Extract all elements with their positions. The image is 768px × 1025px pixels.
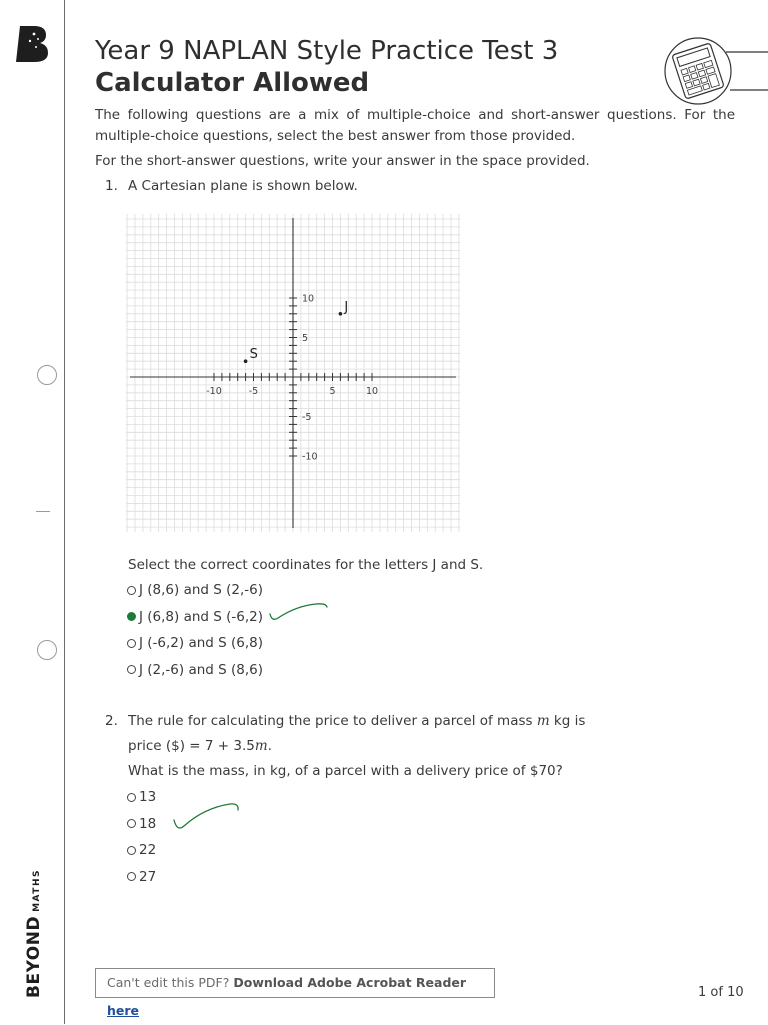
x-tick-label: 10	[365, 386, 379, 397]
radio-button[interactable]	[127, 846, 136, 855]
page-title: Year 9 NAPLAN Style Practice Test 3	[95, 36, 559, 66]
y-tick-label: 5	[302, 333, 309, 344]
notice-bold: Download Adobe Acrobat Reader	[233, 975, 467, 990]
notice-text: Can't edit this PDF?	[107, 975, 230, 990]
question-2-option-3[interactable]	[127, 842, 156, 858]
radio-button[interactable]	[127, 819, 136, 828]
question-2-option-4[interactable]	[127, 869, 156, 885]
radio-button[interactable]	[127, 665, 136, 674]
question-2-rule-post: .	[267, 738, 272, 754]
question-2-question: What is the mass, in kg, of a parcel with a delivery price of $70?	[128, 763, 563, 779]
question-1-number: 1.	[105, 178, 118, 194]
question-2-rule-variable: m	[254, 738, 268, 754]
question-2-text-post: kg is	[549, 713, 586, 729]
margin-rule	[64, 0, 65, 1024]
question-1-text: A Cartesian plane is shown below.	[128, 178, 358, 194]
binder-hole	[37, 640, 57, 660]
question-2-text	[128, 711, 585, 732]
point-label-s: S	[249, 347, 258, 363]
x-tick-label: -5	[248, 386, 259, 397]
question-2-rule-pre: price ($) = 7 + 3.5	[128, 738, 255, 754]
question-2-option-2[interactable]	[127, 816, 156, 832]
option-label: J (6,8) and S (-6,2)	[139, 608, 263, 625]
question-1-option-1[interactable]	[127, 582, 263, 598]
question-2-variable: m	[536, 713, 550, 729]
radio-button[interactable]	[127, 586, 136, 595]
option-label: 27	[139, 868, 157, 885]
intro-paragraph: The following questions are a mix of multiple-choice and short-answer questions. For the multiple-choice questions, select the best answer from those provided.	[95, 107, 735, 144]
question-2-text-pre: The rule for calculating the price to deliver a parcel of mass	[128, 713, 537, 729]
beyond-logo-icon	[14, 24, 50, 64]
radio-button[interactable]	[127, 612, 136, 621]
question-2-rule	[128, 736, 272, 757]
x-tick-label: -10	[206, 386, 222, 397]
calculator-icon	[660, 36, 768, 106]
option-label: J (8,6) and S (2,-6)	[139, 582, 263, 598]
fold-mark	[36, 511, 50, 512]
acrobat-notice	[95, 968, 495, 1018]
option-label: 18	[139, 815, 157, 832]
y-tick-label: 10	[302, 293, 315, 305]
acrobat-download-link[interactable]: here	[107, 1003, 140, 1018]
radio-button[interactable]	[127, 639, 136, 648]
option-label: J (-6,2) and S (6,8)	[139, 635, 263, 651]
question-2-number: 2.	[105, 713, 118, 729]
point-s	[244, 359, 248, 363]
checkmark-icon	[266, 598, 332, 624]
option-label: 13	[139, 789, 157, 805]
brand-vertical-logo	[24, 869, 44, 998]
point-label-j: J	[344, 299, 349, 315]
x-tick-label: 5	[329, 386, 336, 397]
option-label: 22	[139, 842, 157, 858]
question-1-option-4[interactable]	[127, 662, 263, 678]
question-1-option-3[interactable]	[127, 635, 263, 651]
page-number: 1 of 10	[698, 985, 744, 1000]
cartesian-plane	[126, 214, 460, 532]
binder-hole	[37, 365, 57, 385]
option-label: J (2,-6) and S (8,6)	[139, 661, 263, 678]
question-2-option-1[interactable]	[127, 789, 156, 805]
page-subtitle: Calculator Allowed	[95, 68, 370, 98]
question-1-prompt: Select the correct coordinates for the letters J and S.	[128, 557, 484, 573]
brand-sub: MATHS	[32, 869, 42, 912]
question-1-option-2[interactable]	[127, 609, 263, 625]
point-j	[339, 312, 343, 316]
radio-button[interactable]	[127, 793, 136, 802]
intro-instruction: For the short-answer questions, write your answer in the space provided.	[95, 153, 590, 169]
radio-button[interactable]	[127, 872, 136, 881]
brand-name: BEYOND	[24, 915, 44, 998]
y-tick-label: -5	[302, 412, 312, 423]
y-tick-label: -10	[302, 451, 318, 463]
checkmark-icon	[168, 798, 244, 834]
